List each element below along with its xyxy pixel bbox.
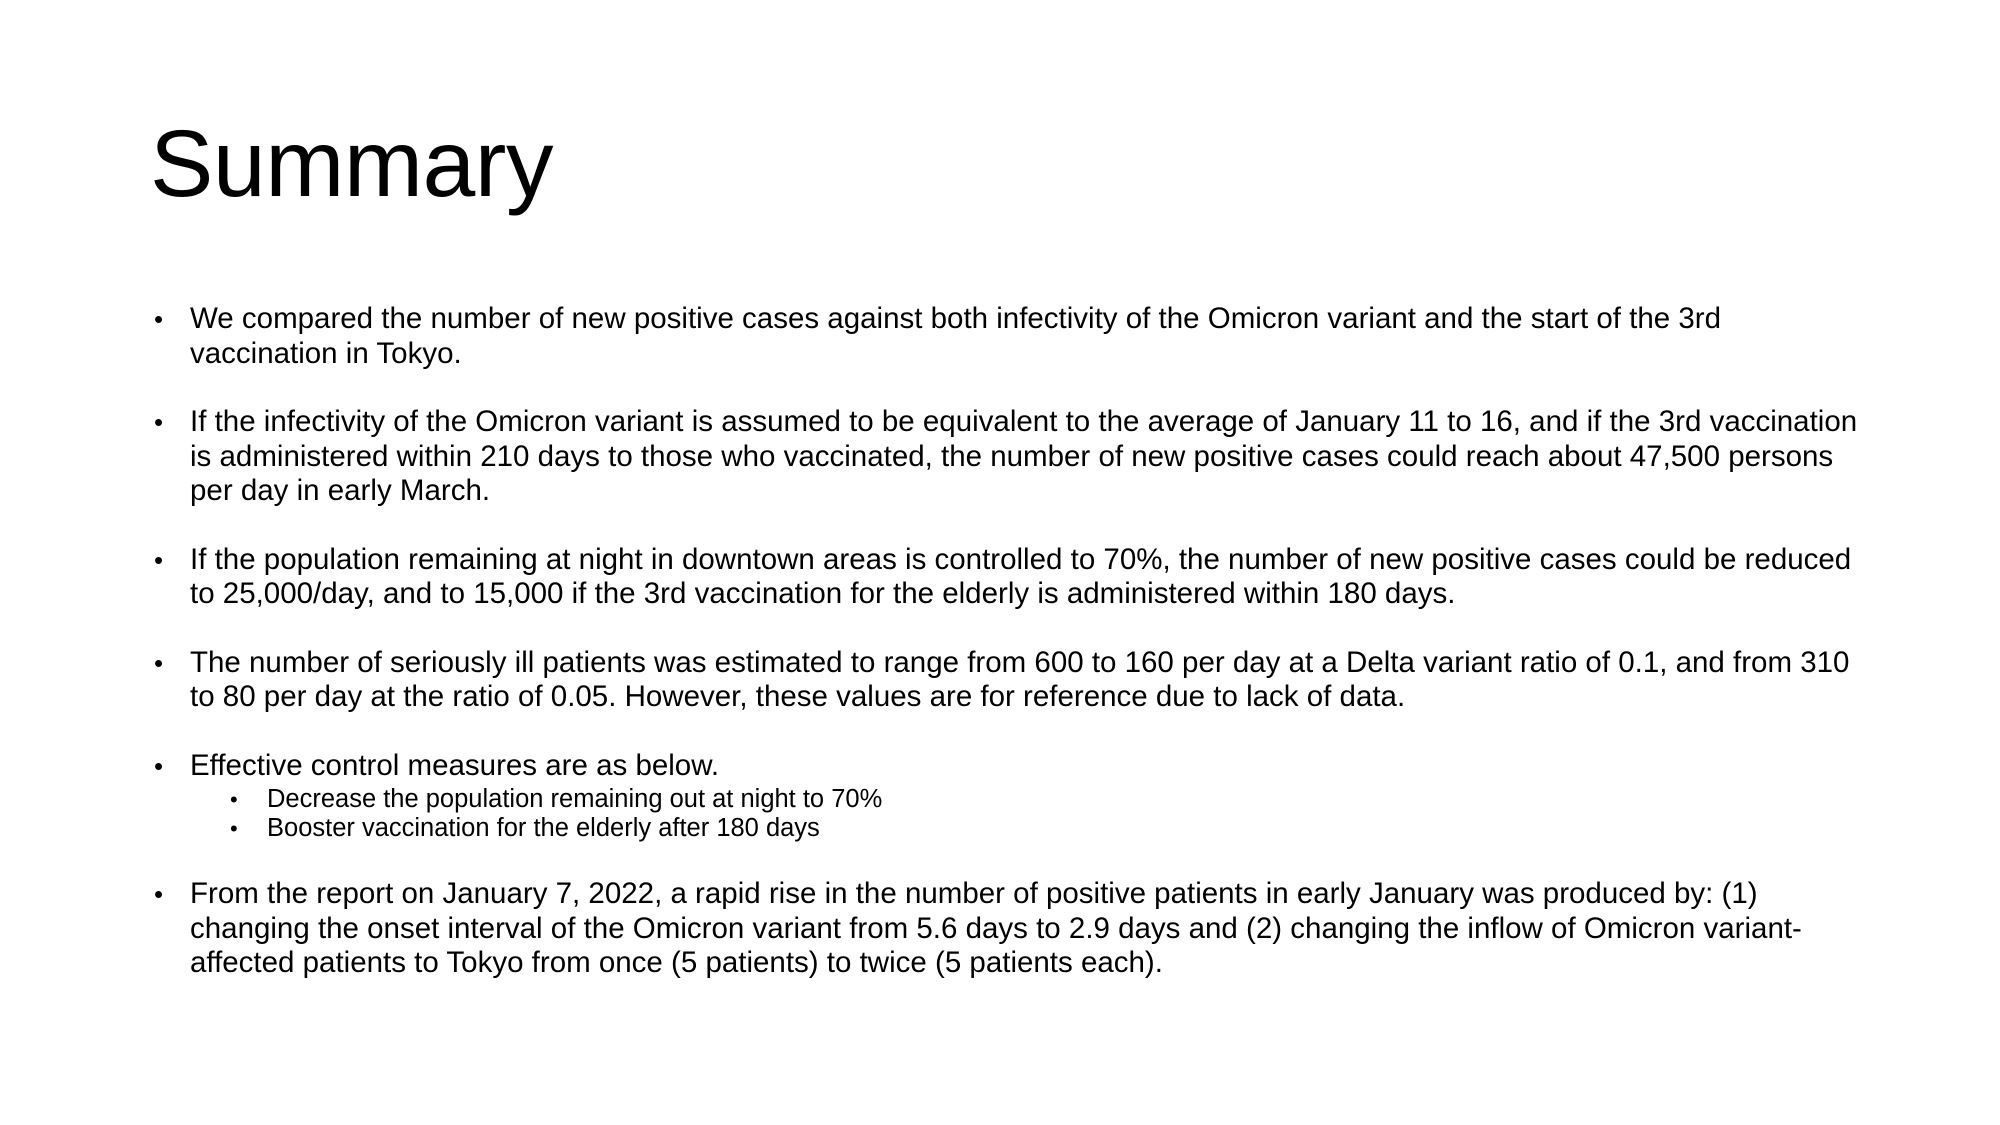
bullet-dot-icon: • — [154, 304, 164, 334]
bullet-text: The number of seriously ill patients was estimated to range from 600 to 160 per day at a Delta variant ratio of 0.1, and from 310 to 80 per day at the ratio of 0.05. However, these values are for reference due to lack of data. — [190, 645, 1850, 713]
bullet-text: Effective control measures are as below. — [190, 748, 720, 782]
sub-bullet-text: Decrease the population remaining out at night to 70% — [267, 785, 883, 813]
bullet-text: We compared the number of new positive cases against both infectivity of the Omicron variant and the start of the 3rd vaccination in Tokyo. — [190, 302, 1721, 370]
bullet-dot-icon: • — [154, 879, 164, 909]
bullet-dot-icon: • — [154, 647, 164, 678]
bullet-dot-icon: • — [154, 750, 164, 781]
bullet-item — [150, 646, 1870, 715]
sub-bullet-item — [190, 814, 1870, 843]
bullet-dot-icon: • — [154, 407, 164, 437]
sub-bullet-dot-icon: • — [230, 787, 238, 812]
bullet-item — [150, 302, 1870, 371]
bullet-item — [150, 749, 1870, 844]
sub-bullet-list — [190, 785, 1870, 843]
bullet-item — [150, 543, 1870, 612]
slide-title: Summary — [150, 111, 553, 217]
bullet-text: If the population remaining at night in downtown areas is controlled to 70%, the number of new positive cases could be reduced to 25,000/day, and to 15,000 if the 3rd vaccination for the elderly is administered within 180 days. — [190, 542, 1852, 610]
bullet-item — [150, 877, 1870, 981]
sub-bullet-item — [190, 785, 1870, 814]
bullet-list — [150, 302, 1870, 1015]
bullet-dot-icon: • — [154, 544, 164, 575]
bullet-item — [150, 405, 1870, 509]
bullet-text: If the infectivity of the Omicron variant is assumed to be equivalent to the average of January 11 to 16, and if the 3rd vaccination is administered within 210 days to those who vaccinated, the number of new positive cases could reach about 47,500 persons per day in early March. — [190, 405, 1858, 507]
bullet-text: From the report on January 7, 2022, a rapid rise in the number of positive patients in early January was produced by: (1) changing the onset interval of the Omicron variant from 5.6 days to 2.9 days and (2) changing the inflow of Omicron variant-affected patients to Tokyo from once (5 patients) to twice (5 patients each). — [190, 877, 1802, 979]
sub-bullet-text: Booster vaccination for the elderly after 180 days — [267, 814, 820, 842]
sub-bullet-dot-icon: • — [230, 816, 238, 841]
